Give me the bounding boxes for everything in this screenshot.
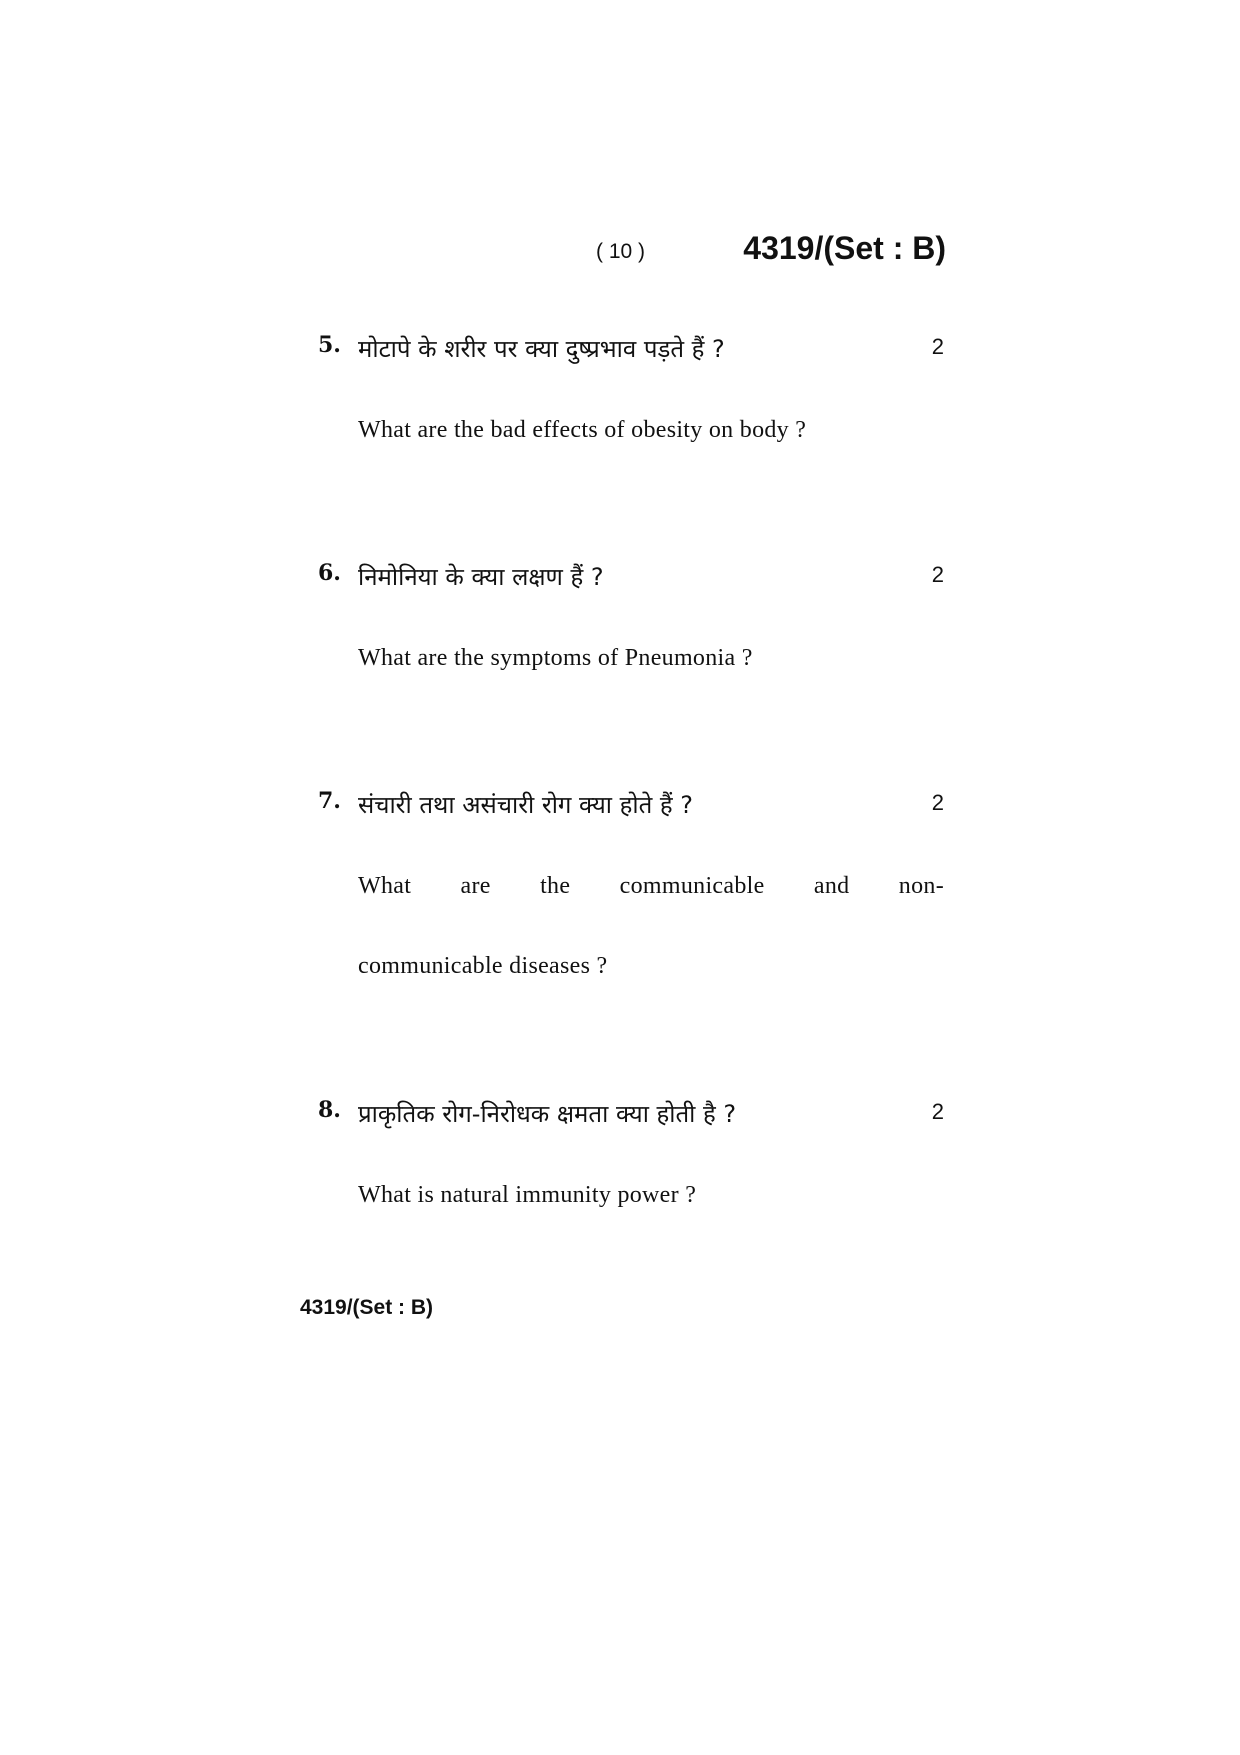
question-marks: 2 — [931, 334, 944, 359]
question-6 — [318, 560, 944, 698]
paper-code-header: 4319/(Set : B) — [743, 230, 946, 266]
word: are — [460, 873, 491, 899]
question-5 — [318, 332, 944, 470]
question-number: 8. — [318, 1097, 341, 1123]
question-text-hindi: मोटापे के शरीर पर क्या दुष्प्रभाव पड़ते हैं ? — [358, 335, 725, 363]
question-number: 6. — [318, 560, 341, 586]
question-number: 7. — [318, 788, 341, 814]
word: non- — [898, 873, 944, 899]
question-number: 5. — [318, 332, 341, 358]
question-8 — [318, 1097, 944, 1235]
question-text-hindi: प्राकृतिक रोग-निरोधक क्षमता क्या होती है ? — [358, 1100, 737, 1128]
question-text-english: What are the bad effects of obesity on body ? — [358, 417, 807, 443]
question-text-hindi: संचारी तथा असंचारी रोग क्या होते हैं ? — [358, 791, 694, 819]
word: the — [540, 873, 571, 899]
question-text-hindi: निमोनिया के क्या लक्षण हैं ? — [358, 563, 604, 591]
question-text-english — [358, 846, 944, 1006]
question-marks: 2 — [931, 1099, 944, 1124]
word: and — [813, 873, 850, 899]
english-line-1 — [358, 846, 944, 926]
page-number: ( 10 ) — [596, 240, 646, 263]
word: communicable — [619, 873, 765, 899]
paper-code-footer: 4319/(Set : B) — [300, 1296, 434, 1319]
english-line-2: communicable diseases ? — [358, 953, 608, 979]
question-text-english: What is natural immunity power ? — [358, 1182, 697, 1208]
question-marks: 2 — [931, 562, 944, 587]
question-7 — [318, 788, 944, 1006]
question-text-english: What are the symptoms of Pneumonia ? — [358, 645, 753, 671]
question-marks: 2 — [931, 790, 944, 815]
word: What — [358, 873, 412, 899]
